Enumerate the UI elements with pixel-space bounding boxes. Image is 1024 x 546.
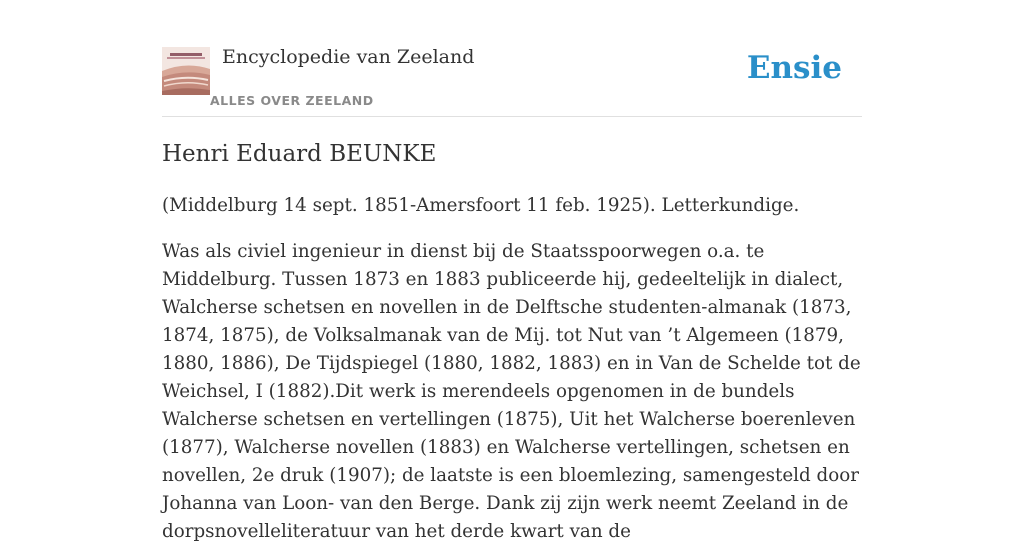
article-title: Henri Eduard BEUNKE (162, 141, 437, 167)
site-header (162, 44, 862, 117)
site-tagline: ALLES OVER ZEELAND (210, 93, 374, 108)
ensie-logo-link[interactable]: Ensie (746, 50, 842, 86)
article (162, 138, 866, 546)
article-body: Was als civiel ingenieur in dienst bij de Staatsspoorwegen o.a. te Middelburg. Tussen 1873 en 1883 publiceerde hij, gedeeltelijk in dialect, Walcherse schetsen en novellen in de Delftsche studenten-almanak (1873, 1874, 1875), de Volksalmanak van de Mij. tot Nut van ’t Algemeen (1879, 1880, 1886), De Tijdspiegel (1880, 1882, 1883) en in Van de Schelde tot de Weichsel, I (1882).Dit werk is merendeels opgenomen in de bundels Walcherse schetsen en vertellingen (1875), Uit het Walcherse boerenleven (1877), Walcherse novellen (1883) en Walcherse vertellingen, schetsen en novellen, 2e druk (1907); de laatste is een bloemlezing, samengesteld door Johanna van Loon- van den Berge. Dank zij zijn werk neemt Zeeland in de dorpsnovelleliteratuur van het derde kwart van de (162, 241, 861, 542)
site-name[interactable]: Encyclopedie van Zeeland (222, 46, 475, 68)
open-book-icon[interactable] (162, 47, 210, 95)
article-lede: (Middelburg 14 sept. 1851-Amersfoort 11 feb. 1925). Letterkundige. (162, 195, 800, 216)
